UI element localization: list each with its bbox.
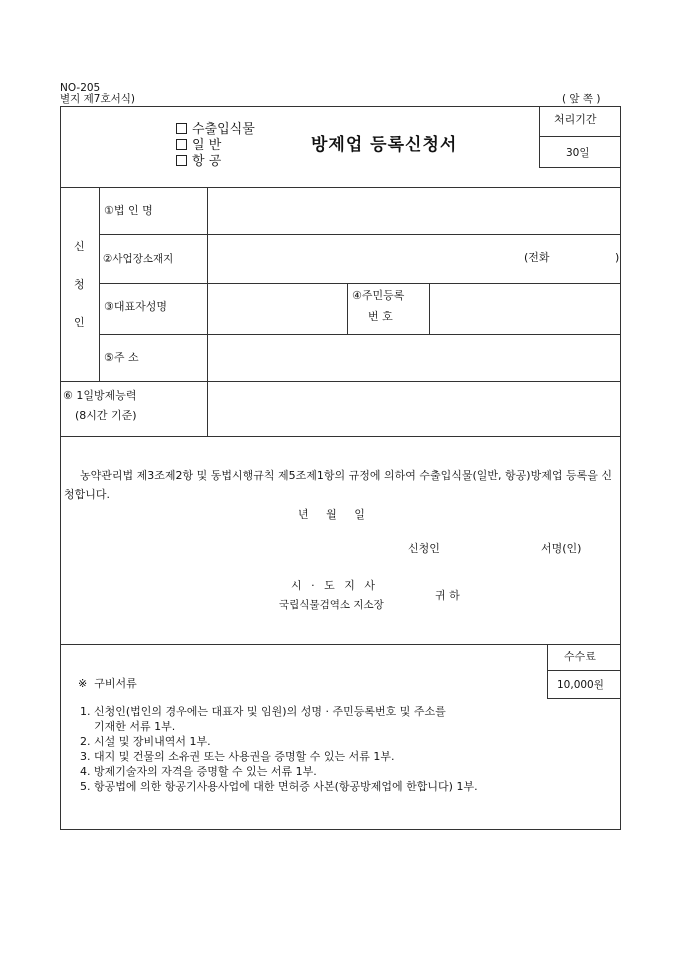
daily-capacity-label: ⑥ 1일방제능력 <box>63 389 137 402</box>
daily-capacity-field[interactable] <box>212 385 617 432</box>
list-item: 4. 방제기술자의 자격을 증명할 수 있는 서류 1부. <box>80 765 317 778</box>
option-aviation[interactable]: 항 공 <box>176 155 221 170</box>
divider <box>429 283 430 334</box>
divider <box>60 187 621 188</box>
corp-name-label: ①법 인 명 <box>104 204 153 217</box>
divider <box>347 283 348 334</box>
divider <box>60 436 621 437</box>
representative-name-field[interactable] <box>212 287 342 329</box>
checkbox[interactable] <box>176 155 187 166</box>
list-item: 5. 항공법에 의한 항공기사용사업에 대한 면허증 사본(항공방제업에 한합니다) 1부. <box>80 780 478 793</box>
checkbox[interactable] <box>176 139 187 150</box>
resident-number-label: ④주민등록 <box>352 289 405 302</box>
required-documents-list <box>80 704 478 794</box>
phone-close: ) <box>615 251 620 264</box>
applicant-label-char: 청 <box>74 278 85 291</box>
list-item: 1. 신청인(법인의 경우에는 대표자 및 임원)의 성명 · 주민등록번호 및 주소를 <box>80 705 446 718</box>
business-address-field[interactable] <box>212 238 512 278</box>
divider <box>99 283 621 284</box>
divider <box>99 187 100 381</box>
home-address-field[interactable] <box>212 338 617 378</box>
processing-period-label: 처리기간 <box>554 113 597 126</box>
option-general[interactable]: 일 반 <box>176 139 221 154</box>
page-side-label: ( 앞 쪽 ) <box>562 93 601 105</box>
applicant-label-char: 신 <box>74 240 85 253</box>
fee-label: 수수료 <box>564 650 596 663</box>
signature-label: 서명(인) <box>541 542 582 555</box>
applicant-label-char: 인 <box>74 316 85 329</box>
page-title: 방제업 등록신청서 <box>311 135 458 155</box>
checkbox[interactable] <box>176 123 187 134</box>
business-address-label: ②사업장소재지 <box>103 253 174 265</box>
list-item: 2. 시설 및 장비내역서 1부. <box>80 735 211 748</box>
list-item: 기재한 서류 1부. <box>80 720 176 733</box>
date-line: 년 월 일 <box>298 508 365 521</box>
form-reference: 별지 제7호서식) <box>60 93 135 105</box>
fee-value: 10,000원 <box>557 679 604 691</box>
divider <box>60 381 621 382</box>
home-address-label: ⑤주 소 <box>104 351 139 364</box>
divider <box>60 644 621 645</box>
representative-name-label: ③대표자성명 <box>104 300 167 313</box>
recipient-office: 국립식물검역소 지소장 <box>279 599 384 611</box>
daily-capacity-basis: (8시간 기준) <box>75 409 137 422</box>
resident-number-label-2: 번 호 <box>368 310 393 323</box>
resident-number-field[interactable] <box>434 287 616 329</box>
application-statement: 농약관리법 제3조제2항 및 동법시행규칙 제5조제1항의 규정에 의하여 수출입식물(일반, 항공)방제업 등록을 신청합니다. <box>64 469 612 501</box>
option-export-import[interactable]: 수출입식물 <box>176 123 255 138</box>
corp-name-field[interactable] <box>212 190 617 230</box>
divider <box>99 334 621 335</box>
divider <box>99 234 621 235</box>
recipient-governor: 시 · 도 지 사 <box>291 579 375 592</box>
divider <box>207 187 208 436</box>
required-documents-heading: ※ 구비서류 <box>78 677 137 690</box>
form-number: NO-205 <box>60 82 101 94</box>
phone-label: (전화 <box>524 251 550 264</box>
honorific: 귀 하 <box>435 589 460 602</box>
applicant-sign-label: 신청인 <box>408 542 440 555</box>
processing-period-value: 30일 <box>566 147 590 159</box>
list-item: 3. 대지 및 건물의 소유권 또는 사용권을 증명할 수 있는 서류 1부. <box>80 750 395 763</box>
